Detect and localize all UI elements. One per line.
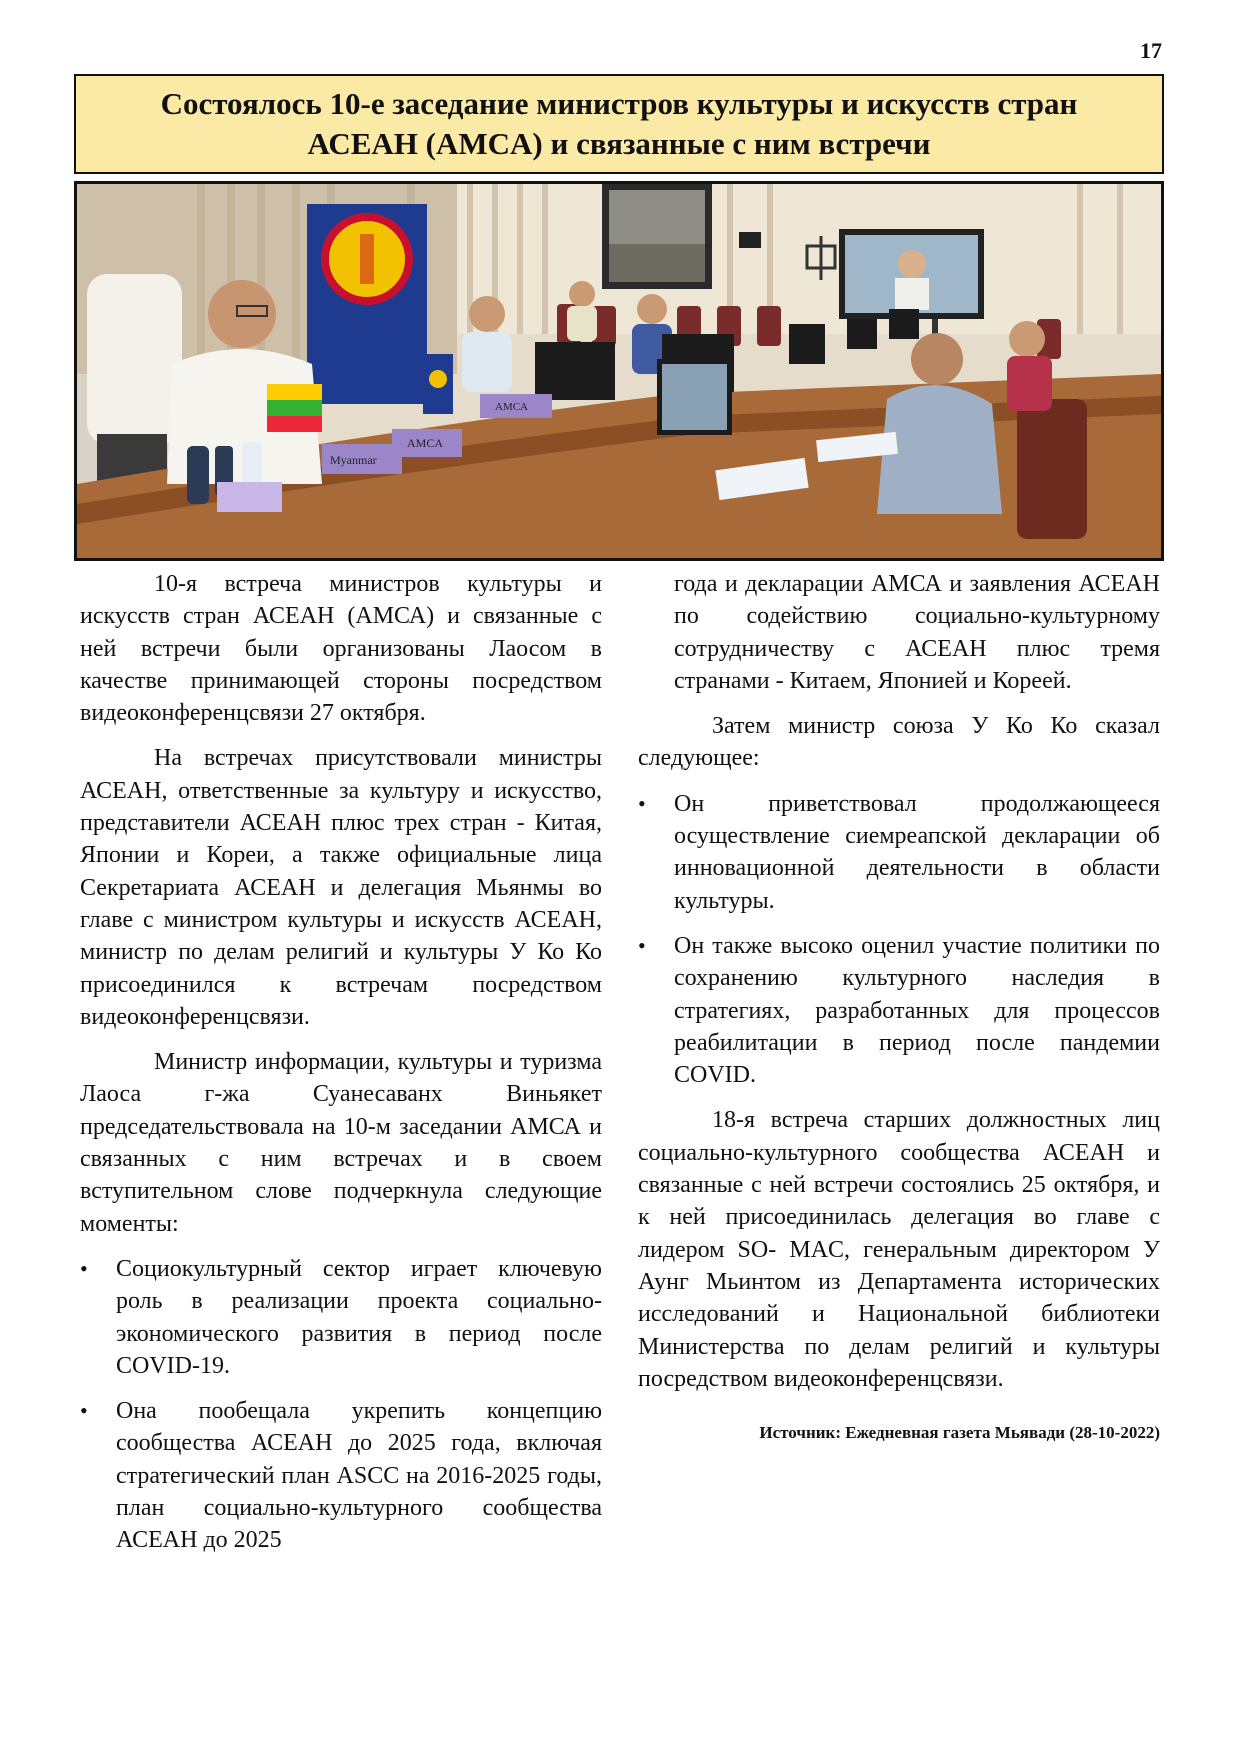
article-title: Состоялось 10-е заседание министров культуры и искусств стран АСЕАН (AMCA) и связанные с ним встречи [160, 86, 1078, 161]
article-column-left [80, 568, 602, 1570]
article-title-box [74, 74, 1164, 174]
article-photo [74, 181, 1164, 561]
paragraph-5: 18-я встреча старших должностных лиц социально-культурного сообщества АСЕАН и связанные с ней встречи состоялись 25 октября, и к ней присоединилась делегация во главе с лидером SO- MAC, генеральным директором У Аунг Мьинтом из Департамента исторических исследований и Национальной библиотеки Министерства по делам религий и культуры посредством видеоконференцсвязи. [638, 1107, 1160, 1392]
list-item: • Она пообещала укрепить концепцию сообщества АСЕАН до 2025 года, включая стратегический план ASCC на 2016-2025 годы, план социально-культурного сообщества АСЕАН до 2025 [116, 1395, 602, 1556]
paragraph-1: 10-я встреча министров культуры и искусств стран АСЕАН (АМСА) и связанные с ней встречи были организованы Лаосом в качестве принимающей стороны посредством видеоконференцсвязи 27 октября. [80, 571, 602, 727]
paragraph-3: Министр информации, культуры и туризма Лаоса г-жа Суанесаванх Виньякет председательствовала на 10-м заседании АМСА и связанных с ним встречах и в своем вступительном слове подчеркнула следующие моменты: [80, 1049, 602, 1237]
list-item: • Он также высоко оценил участие политики по сохранению культурного наследия в стратегиях, разработанных для процессов реабилитации в период после пандемии COVID. [674, 930, 1160, 1091]
page-number: 17 [1140, 38, 1162, 63]
source-date: (28-10-2022) [1069, 1423, 1160, 1443]
list-item: • Он приветствовал продолжающееся осуществление сиемреапской декларации об инновационной деятельности в области культуры. [674, 788, 1160, 917]
meeting-photo-illustration [77, 184, 1161, 558]
source-name: Источник: Ежедневная газета Мьявади [759, 1423, 1066, 1443]
paragraph-continuation: года и декларации АМСА и заявления АСЕАН по содействию социально-культурному сотрудничеству с АСЕАН плюс тремя странами - Китаем, Японией и Кореей. [674, 571, 1160, 694]
article-column-right [638, 568, 1160, 1449]
source-credit [638, 1417, 1160, 1449]
bullet-list-right [638, 788, 1160, 1092]
list-item: • Социокультурный сектор играет ключевую роль в реализации проекта социально-экономического развития в период после COVID-19. [116, 1253, 602, 1382]
bullet-list-left [80, 1253, 602, 1557]
desk-label-myanmar: Myanmar [330, 453, 377, 467]
paragraph-4: Затем министр союза У Ко Ко сказал следующее: [638, 713, 1160, 772]
paragraph-2: На встречах присутствовали министры АСЕАН, ответственные за культуру и искусство, представители АСЕАН плюс трех стран - Китая, Японии и Кореи, а также официальные лица Секретариата АСЕАН и делегация Мьянмы во главе с министром культуры и искусств АСЕАН, министр по делам религий и культуры У Ко Ко присоединился к встречам посредством видеоконференцсвязи. [80, 745, 602, 1030]
desk-label-amca: AMCA [407, 436, 444, 450]
desk-label-amca-far: AMCA [495, 401, 529, 413]
